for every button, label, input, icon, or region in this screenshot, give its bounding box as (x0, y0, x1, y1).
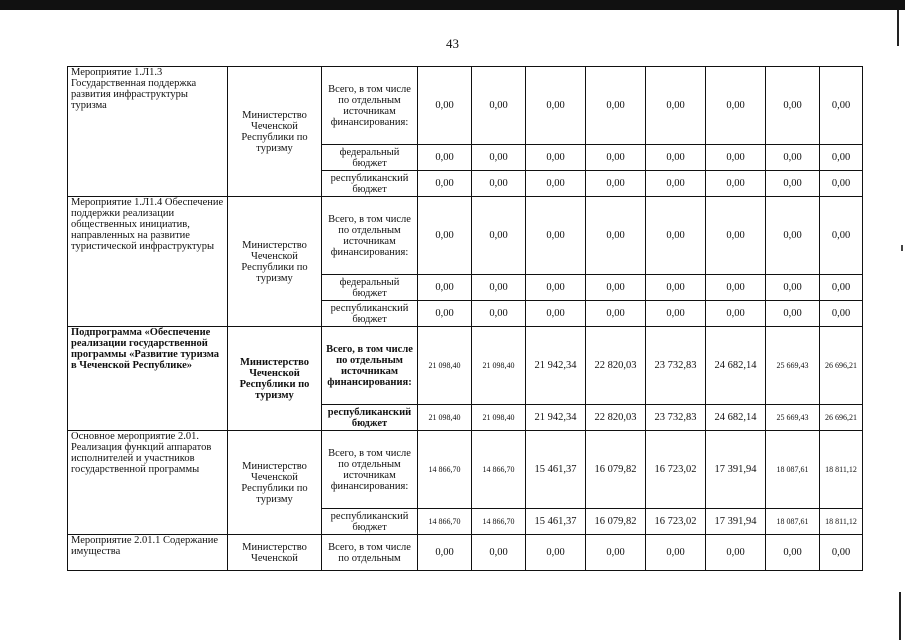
amount-cell: 25 669,43 (766, 327, 820, 405)
amount-cell: 0,00 (418, 301, 472, 327)
amount-cell: 21 942,34 (526, 405, 586, 431)
amount-cell: 0,00 (646, 145, 706, 171)
amount-cell: 0,00 (706, 171, 766, 197)
amount-cell: 0,00 (646, 301, 706, 327)
event-name-cell: Мероприятие 1.Л1.3 Государственная поддержка развития инфраструктуры туризма (68, 67, 228, 197)
amount-cell: 0,00 (418, 171, 472, 197)
amount-cell: 0,00 (820, 535, 863, 571)
amount-cell: 15 461,37 (526, 509, 586, 535)
amount-cell: 25 669,43 (766, 405, 820, 431)
amount-cell: 14 866,70 (472, 431, 526, 509)
amount-cell: 16 723,02 (646, 509, 706, 535)
amount-cell: 0,00 (766, 275, 820, 301)
amount-cell: 0,00 (766, 197, 820, 275)
amount-cell: 0,00 (472, 301, 526, 327)
amount-cell: 0,00 (472, 171, 526, 197)
amount-cell: 14 866,70 (418, 431, 472, 509)
amount-cell: 0,00 (472, 535, 526, 571)
amount-cell: 0,00 (586, 197, 646, 275)
amount-cell: 0,00 (526, 171, 586, 197)
amount-cell: 18 811,12 (820, 431, 863, 509)
amount-cell: 0,00 (472, 145, 526, 171)
amount-cell: 0,00 (706, 301, 766, 327)
amount-cell: 16 079,82 (586, 431, 646, 509)
amount-cell: 0,00 (706, 67, 766, 145)
table-row (68, 327, 863, 405)
event-name-cell: Основное мероприятие 2.01. Реализация функций аппаратов исполнителей и участников государственной программы (68, 431, 228, 535)
amount-cell: 0,00 (766, 301, 820, 327)
funding-source-cell: республиканский бюджет (322, 509, 418, 535)
amount-cell: 0,00 (418, 67, 472, 145)
amount-cell: 21 942,34 (526, 327, 586, 405)
amount-cell: 0,00 (706, 535, 766, 571)
funding-source-cell: республиканский бюджет (322, 301, 418, 327)
amount-cell: 0,00 (766, 535, 820, 571)
amount-cell: 21 098,40 (418, 327, 472, 405)
funding-source-cell: республиканский бюджет (322, 171, 418, 197)
amount-cell: 0,00 (820, 301, 863, 327)
amount-cell: 16 079,82 (586, 509, 646, 535)
amount-cell: 0,00 (526, 535, 586, 571)
amount-cell: 0,00 (820, 171, 863, 197)
amount-cell: 0,00 (646, 67, 706, 145)
amount-cell: 23 732,83 (646, 405, 706, 431)
amount-cell: 23 732,83 (646, 327, 706, 405)
amount-cell: 21 098,40 (472, 327, 526, 405)
amount-cell: 0,00 (418, 535, 472, 571)
amount-cell: 14 866,70 (472, 509, 526, 535)
amount-cell: 15 461,37 (526, 431, 586, 509)
amount-cell: 22 820,03 (586, 327, 646, 405)
table-row (68, 431, 863, 509)
amount-cell: 0,00 (586, 67, 646, 145)
event-name-cell: Мероприятие 1.Л1.4 Обеспечение поддержки реализации общественных инициатив, направленных на развитие туристической инфраструктуры (68, 197, 228, 327)
scan-edge-mark (899, 592, 901, 640)
amount-cell: 26 696,21 (820, 405, 863, 431)
scan-edge-mark (901, 245, 903, 251)
amount-cell: 0,00 (526, 197, 586, 275)
funding-source-cell: Всего, в том числе по отдельным источникам финансирования: (322, 327, 418, 405)
amount-cell: 0,00 (526, 145, 586, 171)
table-row (68, 535, 863, 571)
amount-cell: 0,00 (526, 275, 586, 301)
event-name-cell: Подпрограмма «Обеспечение реализации государственной программы «Развитие туризма в Чеченской Республике» (68, 327, 228, 431)
amount-cell: 0,00 (586, 275, 646, 301)
amount-cell: 26 696,21 (820, 327, 863, 405)
amount-cell: 0,00 (646, 535, 706, 571)
executor-cell: Министерство Чеченской (228, 535, 322, 571)
amount-cell: 0,00 (526, 67, 586, 145)
funding-source-cell: Всего, в том числе по отдельным источникам финансирования: (322, 197, 418, 275)
executor-cell: Министерство Чеченской Республики по туризму (228, 431, 322, 535)
amount-cell: 16 723,02 (646, 431, 706, 509)
executor-cell: Министерство Чеченской Республики по туризму (228, 327, 322, 431)
amount-cell: 0,00 (820, 197, 863, 275)
amount-cell: 0,00 (706, 275, 766, 301)
amount-cell: 0,00 (586, 301, 646, 327)
top-border-bar (0, 0, 905, 10)
amount-cell: 0,00 (820, 145, 863, 171)
amount-cell: 0,00 (418, 145, 472, 171)
amount-cell: 21 098,40 (418, 405, 472, 431)
amount-cell: 24 682,14 (706, 327, 766, 405)
amount-cell: 18 087,61 (766, 509, 820, 535)
amount-cell: 0,00 (646, 197, 706, 275)
funding-source-cell: Всего, в том числе по отдельным источникам финансирования: (322, 67, 418, 145)
amount-cell: 0,00 (706, 197, 766, 275)
amount-cell: 0,00 (646, 171, 706, 197)
amount-cell: 18 811,12 (820, 509, 863, 535)
amount-cell: 0,00 (766, 171, 820, 197)
financing-table (67, 66, 863, 571)
page-number: 43 (446, 36, 459, 51)
amount-cell: 0,00 (418, 275, 472, 301)
amount-cell: 0,00 (418, 197, 472, 275)
amount-cell: 21 098,40 (472, 405, 526, 431)
funding-source-cell: Всего, в том числе по отдельным (322, 535, 418, 571)
amount-cell: 18 087,61 (766, 431, 820, 509)
amount-cell: 0,00 (706, 145, 766, 171)
executor-cell: Министерство Чеченской Республики по туризму (228, 197, 322, 327)
executor-cell: Министерство Чеченской Республики по туризму (228, 67, 322, 197)
amount-cell: 0,00 (472, 275, 526, 301)
amount-cell: 0,00 (586, 145, 646, 171)
amount-cell: 0,00 (472, 197, 526, 275)
amount-cell: 17 391,94 (706, 431, 766, 509)
amount-cell: 0,00 (646, 275, 706, 301)
table-row (68, 197, 863, 275)
amount-cell: 0,00 (472, 67, 526, 145)
amount-cell: 0,00 (766, 67, 820, 145)
event-name-cell: Мероприятие 2.01.1 Содержание имущества (68, 535, 228, 571)
funding-source-cell: республиканский бюджет (322, 405, 418, 431)
amount-cell: 17 391,94 (706, 509, 766, 535)
amount-cell: 0,00 (766, 145, 820, 171)
amount-cell: 0,00 (586, 171, 646, 197)
funding-source-cell: Всего, в том числе по отдельным источникам финансирования: (322, 431, 418, 509)
amount-cell: 24 682,14 (706, 405, 766, 431)
amount-cell: 0,00 (820, 275, 863, 301)
amount-cell: 22 820,03 (586, 405, 646, 431)
amount-cell: 14 866,70 (418, 509, 472, 535)
funding-source-cell: федеральный бюджет (322, 145, 418, 171)
amount-cell: 0,00 (586, 535, 646, 571)
funding-source-cell: федеральный бюджет (322, 275, 418, 301)
amount-cell: 0,00 (820, 67, 863, 145)
amount-cell: 0,00 (526, 301, 586, 327)
table-row (68, 67, 863, 145)
